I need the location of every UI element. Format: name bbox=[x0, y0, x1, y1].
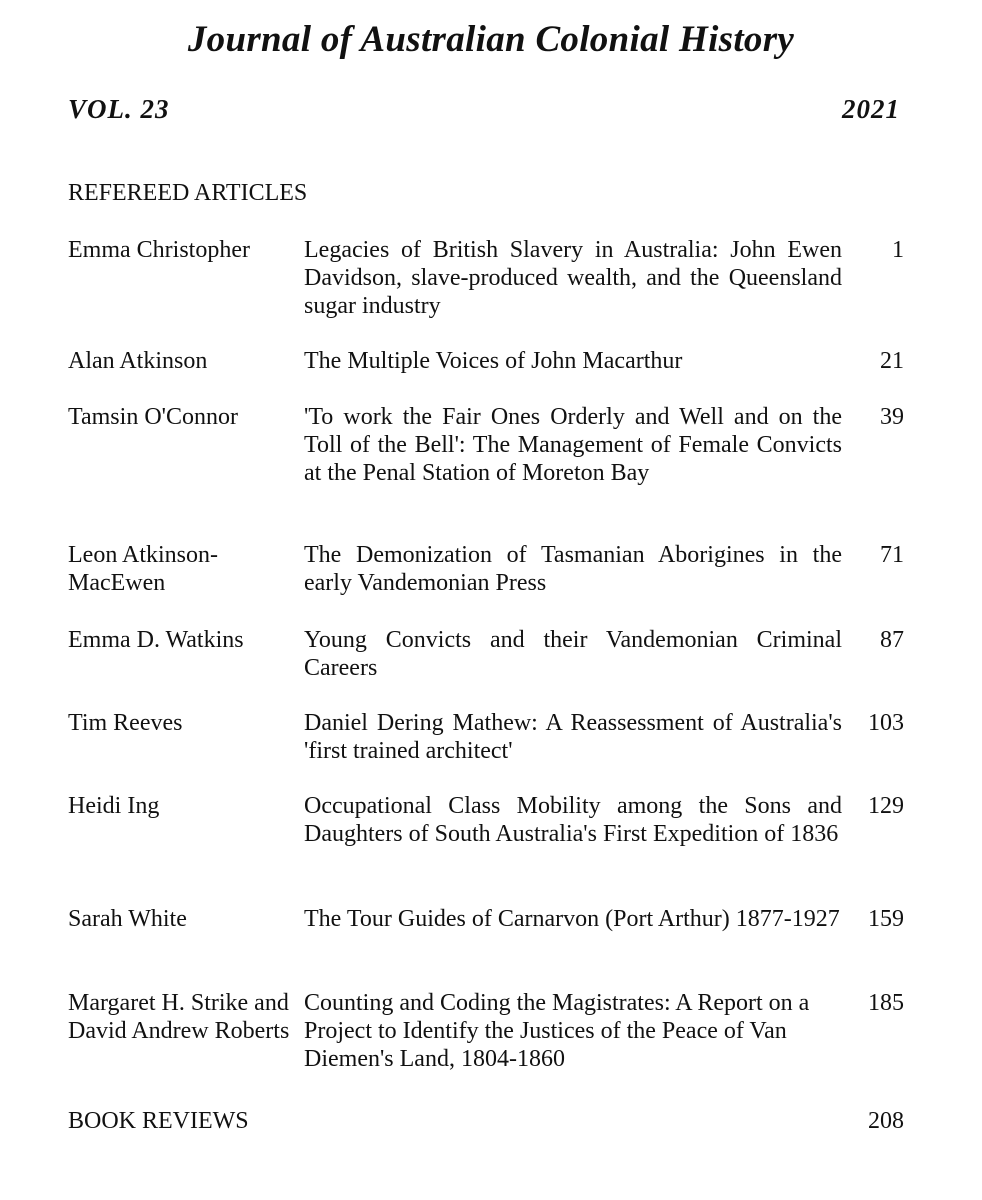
article-author: Heidi Ing bbox=[68, 793, 160, 819]
article-title: The Tour Guides of Carnarvon (Port Arthur) 1877-1927 bbox=[304, 906, 840, 932]
journal-title: Journal of Australian Colonial History bbox=[187, 19, 795, 60]
article-author: Sarah White bbox=[68, 906, 187, 932]
article-page-number: 1 bbox=[892, 237, 904, 263]
article-author: Margaret H. Strike and David Andrew Roberts bbox=[68, 990, 290, 1044]
article-page-number: 87 bbox=[880, 627, 904, 653]
article-title: The Demonization of Tasmanian Aborigines in the early Vandemonian Press bbox=[304, 542, 842, 596]
book-reviews-heading: BOOK REVIEWS bbox=[68, 1108, 249, 1134]
book-reviews-page-number: 208 bbox=[868, 1108, 904, 1134]
section-heading: REFEREED ARTICLES bbox=[68, 180, 308, 206]
article-title: Daniel Dering Mathew: A Reassessment of Australia's 'first trained architect' bbox=[304, 710, 842, 764]
volume-label: VOL. 23 bbox=[68, 94, 170, 124]
article-page-number: 159 bbox=[868, 906, 904, 932]
article-title: 'To work the Fair Ones Orderly and Well and on the Toll of the Bell': The Management of Female Convicts at the Penal Station of Moreton Bay bbox=[304, 404, 842, 486]
article-title: Legacies of British Slavery in Australia: John Ewen Davidson, slave-produced wealth, and the Queensland sugar industry bbox=[304, 237, 842, 319]
article-page-number: 21 bbox=[880, 348, 904, 374]
article-title: Counting and Coding the Magistrates: A Report on a Project to Identify the Justices of the Peace of Van Diemen's Land, 1804-1860 bbox=[304, 990, 810, 1072]
article-page-number: 129 bbox=[868, 793, 904, 819]
article-page-number: 185 bbox=[868, 990, 904, 1016]
article-title: Occupational Class Mobility among the Sons and Daughters of South Australia's First Expedition of 1836 bbox=[304, 793, 842, 847]
article-author: Tamsin O'Connor bbox=[68, 404, 238, 430]
article-page-number: 71 bbox=[880, 542, 904, 568]
article-page-number: 103 bbox=[868, 710, 904, 736]
article-author: Emma Christopher bbox=[68, 237, 250, 263]
year-label: 2021 bbox=[842, 94, 900, 124]
article-author: Emma D. Watkins bbox=[68, 627, 244, 653]
article-title: Young Convicts and their Vandemonian Criminal Careers bbox=[304, 627, 842, 681]
article-author: Leon Atkinson-MacEwen bbox=[68, 542, 218, 596]
article-page-number: 39 bbox=[880, 404, 904, 430]
article-author: Alan Atkinson bbox=[68, 348, 208, 374]
article-author: Tim Reeves bbox=[68, 710, 183, 736]
article-title: The Multiple Voices of John Macarthur bbox=[304, 348, 683, 374]
